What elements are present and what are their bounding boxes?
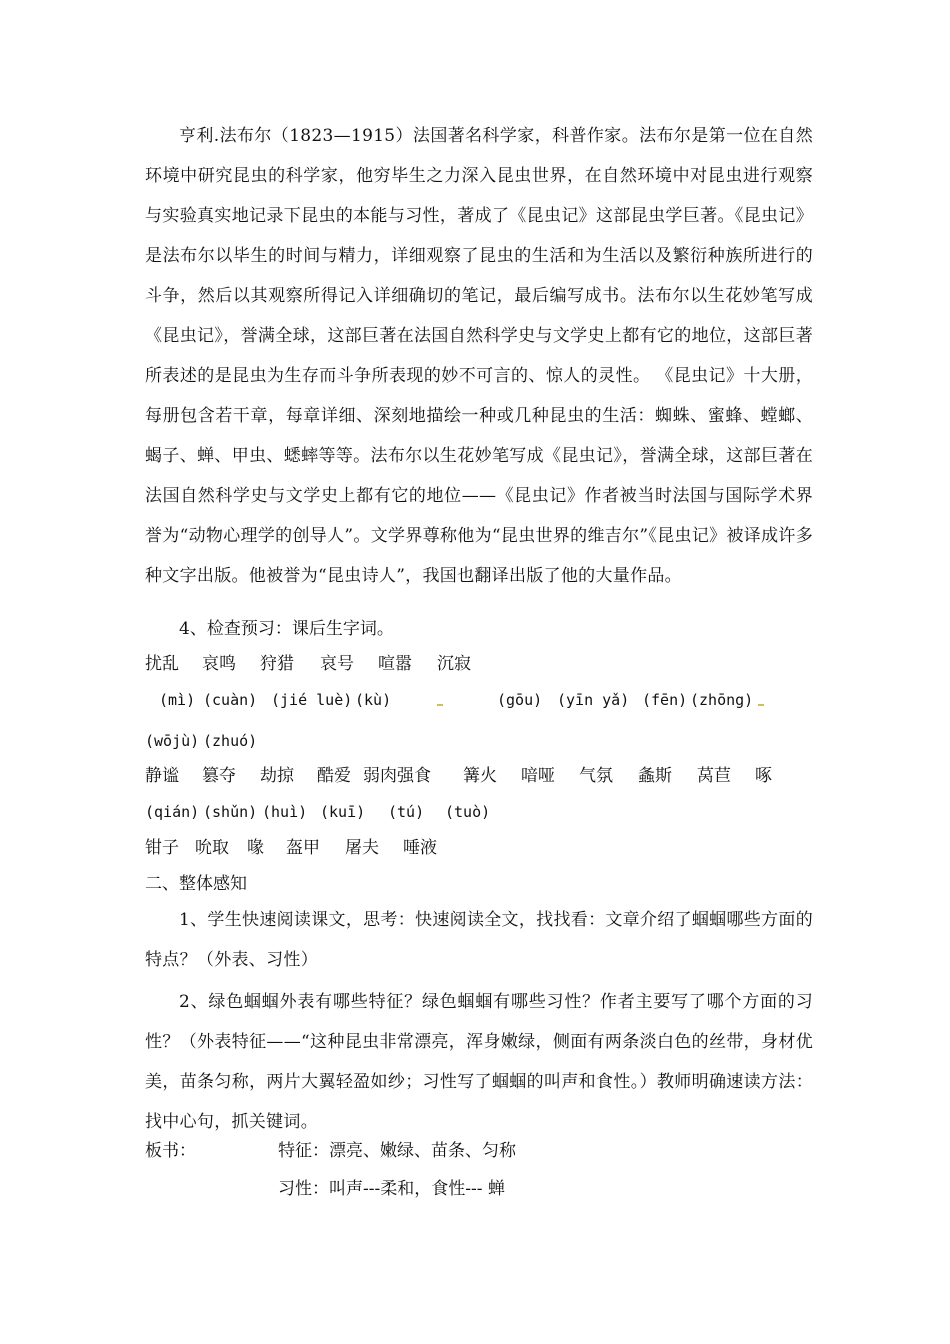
section-2-heading: 二、整体感知 <box>145 874 247 894</box>
vocab-row-3 <box>145 836 545 860</box>
highlight-mark <box>437 704 443 706</box>
vocab-word: 气氛 <box>579 766 613 786</box>
vocab-row-1 <box>145 652 825 676</box>
board-line-features: 特征：漂亮、嫩绿、苗条、匀称 <box>278 1141 516 1161</box>
vocab-word: 吮取 <box>195 838 229 858</box>
vocab-word: 篝火 <box>463 766 497 786</box>
pinyin: (tú) <box>388 803 425 821</box>
vocab-word: 扰乱 <box>145 654 179 674</box>
vocab-word: 沉寂 <box>437 654 471 674</box>
pinyin: (kù) <box>355 691 392 709</box>
pinyin: (cuàn) <box>203 691 258 709</box>
pinyin: (yīn yǎ) <box>557 691 630 709</box>
intro-paragraph: 亨利.法布尔（1823—1915）法国著名科学家，科普作家。法布尔是第一位在自然环境中研究昆虫的科学家，他穷毕生之力深入昆虫世界，在自然环境中对昆虫进行观察与实验真实地记录下昆虫的本能与习性，著成了《昆虫记》这部昆虫学巨著。《昆虫记》是法布尔以毕生的时间与精力，详细观察了昆虫的生活和为生活以及繁衍种族所进行的斗争，然后以其观察所得记入详细确切的笔记，最后编写成书。法布尔以生花妙笔写成《昆虫记》，誉满全球，这部巨著在法国自然科学史与文学史上都有它的地位，这部巨著所表述的是昆虫为生存而斗争所表现的妙不可言的、惊人的灵性。 《昆虫记》十大册，每册包含若干章，每章详细、深刻地描绘一种或几种昆虫的生活：蜘蛛、蜜蜂、螳螂、蝎子、蝉、甲虫、蟋蟀等等。法布尔以生花妙笔写成《昆虫记》，誉满全球，这部巨著在法国自然科学史与文学史上都有它的地位——《昆虫记》作者被当时法国与国际学术界誉为“动物心理学的创导人”。文学界尊称他为“昆虫世界的维吉尔”《昆虫记》被译成许多种文字出版。他被誉为“昆虫诗人”，我国也翻译出版了他的大量作品。 <box>145 126 813 586</box>
vocab-word: 莴苣 <box>697 766 731 786</box>
vocab-word: 喑哑 <box>521 766 555 786</box>
pinyin: (kuī) <box>320 803 366 821</box>
pinyin: (huì) <box>262 803 308 821</box>
vocab-word: 啄 <box>755 766 772 786</box>
pinyin: (mì) <box>159 691 196 709</box>
question-1-paragraph: 1、学生快速阅读课文，思考：快速阅读全文，找找看：文章介绍了蝈蝈哪些方面的特点？（外表、习性） <box>145 910 813 970</box>
vocab-word: 弱肉强食 <box>363 766 431 786</box>
vocab-word: 螽斯 <box>638 766 672 786</box>
board-line-habits: 习性：叫声---柔和，食性--- 蝉 <box>278 1179 505 1199</box>
pinyin: (gōu) <box>497 691 543 709</box>
pinyin-row-1 <box>145 688 785 712</box>
pinyin-row-2 <box>145 800 545 824</box>
vocab-word: 哀鸣 <box>202 654 236 674</box>
pinyin: (fēn) <box>642 691 688 709</box>
highlight-mark <box>758 704 764 706</box>
vocab-word: 钳子 <box>145 838 179 858</box>
pinyin: (zhōng) <box>690 691 754 709</box>
vocab-word: 酷爱 <box>317 766 351 786</box>
vocab-word: 喙 <box>247 838 264 858</box>
pinyin: (jié luè) <box>271 691 353 709</box>
vocab-word: 劫掠 <box>260 766 294 786</box>
vocab-word: 狩猎 <box>260 654 294 674</box>
vocab-word: 哀号 <box>320 654 354 674</box>
vocab-row-2 <box>145 764 825 788</box>
vocab-word: 喧嚣 <box>378 654 412 674</box>
pinyin-row-1b <box>145 729 345 753</box>
pinyin: (shǔn) <box>203 803 258 821</box>
pinyin: (zhuó) <box>203 732 258 750</box>
vocab-word: 静谧 <box>145 766 179 786</box>
preview-heading: 4、检查预习：课后生字词。 <box>179 619 394 639</box>
pinyin: (qián) <box>145 803 200 821</box>
vocab-word: 唾液 <box>403 838 437 858</box>
pinyin: (wōjù) <box>145 732 200 750</box>
board-label: 板书： <box>145 1141 196 1161</box>
question-2-paragraph: 2、绿色蝈蝈外表有哪些特征？绿色蝈蝈有哪些习性？作者主要写了哪个方面的习性？（外表特征——“这种昆虫非常漂亮，浑身嫩绿，侧面有两条淡白色的丝带，身材优美，苗条匀称，两片大翼轻盈如纱；习性写了蝈蝈的叫声和食性。）教师明确速读方法：找中心句，抓关键词。 <box>145 992 813 1132</box>
vocab-word: 屠夫 <box>345 838 379 858</box>
vocab-word: 篡夺 <box>202 766 236 786</box>
vocab-word: 盔甲 <box>286 838 320 858</box>
pinyin: (tuò) <box>445 803 491 821</box>
